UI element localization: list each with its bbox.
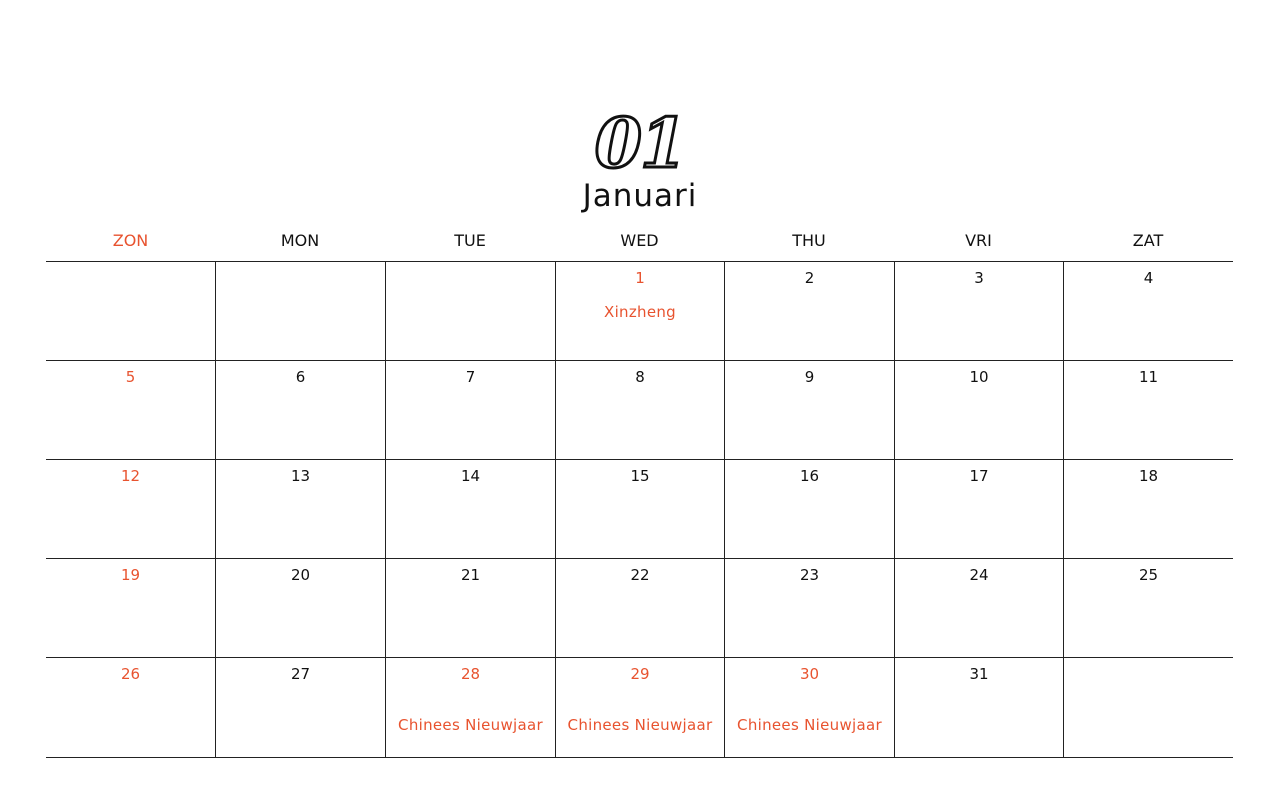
- calendar-day-17: [894, 460, 1063, 559]
- day-number: 7: [465, 368, 476, 386]
- day-number: 6: [295, 368, 306, 386]
- day-number: 20: [290, 566, 311, 584]
- day-number: 28: [460, 665, 481, 683]
- day-number: 25: [1138, 566, 1159, 584]
- day-number: 8: [635, 368, 645, 386]
- day-number: [46, 262, 215, 269]
- calendar-day-1: [555, 262, 724, 361]
- calendar-day-10: [894, 361, 1063, 460]
- calendar-day-29: [555, 658, 724, 758]
- day-number: 21: [460, 566, 481, 584]
- holiday-label: Chinees Nieuwjaar: [567, 716, 713, 734]
- calendar-grid: [46, 261, 1233, 757]
- calendar-empty-cell: [385, 262, 555, 361]
- day-number: 24: [969, 566, 989, 584]
- calendar-day-30: [724, 658, 894, 758]
- month-name: Januari: [582, 178, 698, 214]
- weekday-wednesday: WED: [620, 231, 659, 250]
- day-number: 18: [1138, 467, 1159, 485]
- weekday-monday: MON: [280, 231, 320, 250]
- calendar-day-20: [215, 559, 385, 658]
- day-number: 19: [120, 566, 141, 584]
- day-number: [1064, 658, 1233, 665]
- day-number: 23: [799, 566, 820, 584]
- day-number: [216, 262, 385, 269]
- weekday-friday: VRI: [965, 231, 992, 250]
- day-number: 30: [799, 665, 820, 683]
- calendar-day-21: [385, 559, 555, 658]
- weekday-tuesday: TUE: [454, 231, 486, 250]
- day-number: 2: [804, 269, 815, 287]
- calendar-day-4: [1063, 262, 1233, 361]
- holiday-label: Chinees Nieuwjaar: [737, 716, 882, 734]
- calendar-day-13: [215, 460, 385, 559]
- day-number: 22: [630, 566, 650, 584]
- weekday-thursday: THU: [792, 231, 826, 250]
- day-number: 3: [974, 269, 984, 287]
- calendar-day-15: [555, 460, 724, 559]
- day-number: 16: [799, 467, 820, 485]
- day-number: 5: [125, 368, 136, 386]
- weekday-sunday: ZON: [112, 231, 149, 250]
- day-number: 10: [969, 368, 989, 386]
- day-number: 1: [635, 269, 645, 287]
- calendar-day-3: [894, 262, 1063, 361]
- calendar-day-25: [1063, 559, 1233, 658]
- calendar-day-23: [724, 559, 894, 658]
- calendar-day-18: [1063, 460, 1233, 559]
- calendar-day-2: [724, 262, 894, 361]
- weekday-saturday: ZAT: [1132, 231, 1164, 250]
- day-number: 17: [969, 467, 989, 485]
- calendar-day-8: [555, 361, 724, 460]
- day-number: 31: [969, 665, 989, 683]
- day-number: 27: [290, 665, 311, 683]
- calendar-day-22: [555, 559, 724, 658]
- calendar-day-14: [385, 460, 555, 559]
- day-number: 29: [630, 665, 650, 683]
- day-number: 26: [120, 665, 141, 683]
- calendar-day-31: [894, 658, 1063, 758]
- day-number: 15: [630, 467, 650, 485]
- day-number: 4: [1143, 269, 1154, 287]
- calendar-day-5: [46, 361, 215, 460]
- calendar-day-16: [724, 460, 894, 559]
- calendar-day-7: [385, 361, 555, 460]
- calendar-empty-cell: [215, 262, 385, 361]
- calendar-empty-cell: [1063, 658, 1233, 758]
- calendar-day-27: [215, 658, 385, 758]
- holiday-label: Xinzheng: [604, 303, 676, 321]
- day-number: [386, 262, 555, 269]
- calendar-day-11: [1063, 361, 1233, 460]
- calendar-day-19: [46, 559, 215, 658]
- calendar-day-6: [215, 361, 385, 460]
- calendar-day-9: [724, 361, 894, 460]
- calendar-day-26: [46, 658, 215, 758]
- day-number: 14: [460, 467, 481, 485]
- calendar-day-28: [385, 658, 555, 758]
- month-number: 01: [594, 104, 686, 184]
- calendar-day-12: [46, 460, 215, 559]
- day-number: 11: [1138, 368, 1159, 386]
- calendar-day-24: [894, 559, 1063, 658]
- weekday-header-row: [46, 228, 1233, 254]
- day-number: 9: [804, 368, 815, 386]
- day-number: 13: [290, 467, 311, 485]
- calendar-empty-cell: [46, 262, 215, 361]
- holiday-label: Chinees Nieuwjaar: [398, 716, 543, 734]
- day-number: 12: [120, 467, 141, 485]
